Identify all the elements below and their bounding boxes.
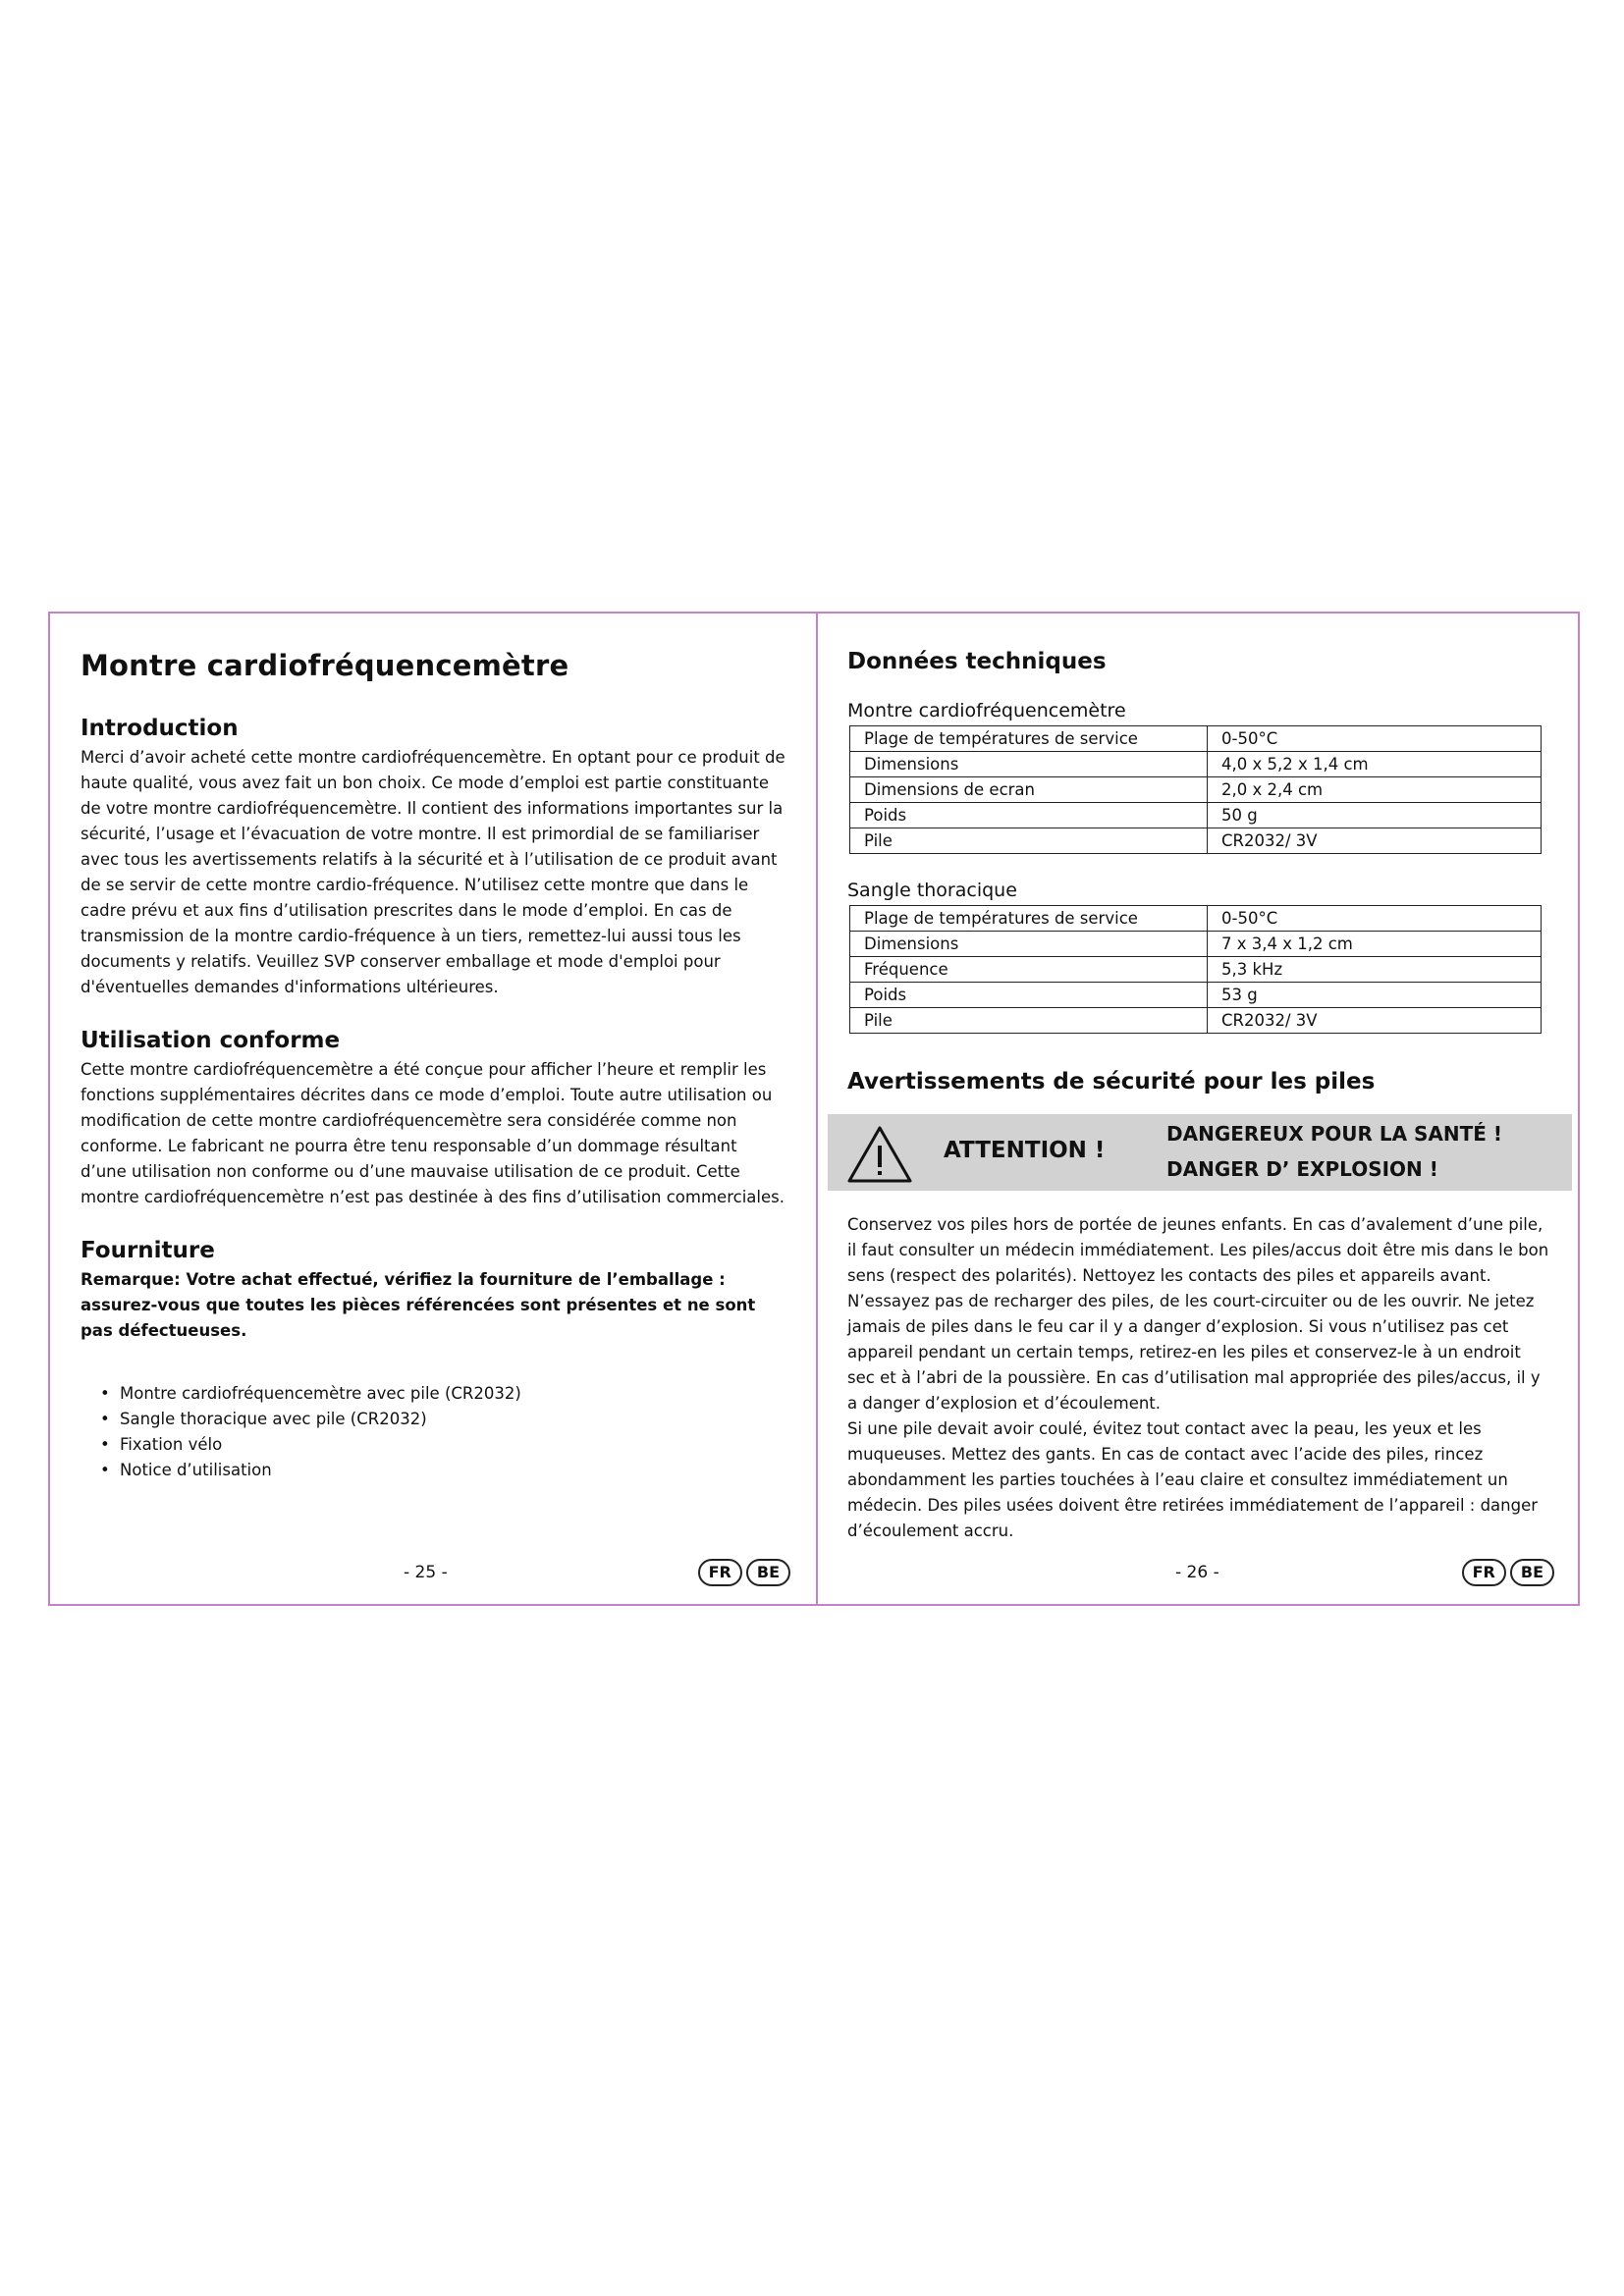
table-row <box>850 1008 1542 1034</box>
table-cell: Plage de températures de service <box>850 726 1208 752</box>
montre-table-title: Montre cardiofréquencemètre <box>847 700 1126 721</box>
table-row <box>850 752 1542 777</box>
table-cell: CR2032/ 3V <box>1208 1008 1542 1034</box>
list-item: • Sangle thoracique avec pile (CR2032) <box>120 1407 786 1432</box>
country-badges <box>698 1559 790 1586</box>
table-row <box>850 932 1542 957</box>
right-page <box>818 614 1580 1604</box>
manual-spread <box>48 612 1580 1606</box>
utilisation-heading: Utilisation conforme <box>81 1028 341 1053</box>
table-cell: 53 g <box>1208 983 1542 1008</box>
danger-health-label: DANGEREUX POUR LA SANTÉ ! <box>1166 1122 1503 1146</box>
attention-label: ATTENTION ! <box>944 1138 1106 1163</box>
attention-banner <box>828 1114 1572 1191</box>
battery-warning-text-2: Si une pile devait avoir coulé, évitez tout contact avec la peau, les yeux et les muqueuses. Mettez des gants. En cas de contact avec l’acide des piles, rincez abondamment les parties touchées à l’eau claire et consultez immédiatement un médecin. Des piles usées doivent être retirées immédiatement de l’appareil : danger d’écoulement accru. <box>847 1419 1539 1540</box>
country-badge-fr: FR <box>698 1559 742 1586</box>
page-number: - 26 - <box>1175 1563 1219 1582</box>
table-row <box>850 777 1542 803</box>
country-badge-fr: FR <box>1462 1559 1506 1586</box>
introduction-heading: Introduction <box>81 716 239 741</box>
list-item: • Notice d’utilisation <box>120 1458 786 1483</box>
fourniture-heading: Fourniture <box>81 1238 215 1263</box>
table-row <box>850 803 1542 828</box>
danger-explosion-label: DANGER D’ EXPLOSION ! <box>1166 1157 1438 1181</box>
table-cell: Poids <box>850 803 1208 828</box>
table-cell: Pile <box>850 1008 1208 1034</box>
table-cell: 0-50°C <box>1208 726 1542 752</box>
country-badge-be: BE <box>746 1559 790 1586</box>
table-cell: Poids <box>850 983 1208 1008</box>
table-row <box>850 828 1542 854</box>
table-cell: Fréquence <box>850 957 1208 983</box>
table-cell: Plage de températures de service <box>850 906 1208 932</box>
country-badge-be: BE <box>1510 1559 1554 1586</box>
list-item: • Fixation vélo <box>120 1432 786 1458</box>
table-cell: 4,0 x 5,2 x 1,4 cm <box>1208 752 1542 777</box>
list-item: • Montre cardiofréquencemètre avec pile (CR2032) <box>120 1381 786 1407</box>
fourniture-list <box>81 1381 786 1483</box>
introduction-text: Merci d’avoir acheté cette montre cardiofréquencemètre. En optant pour ce produit de haute qualité, vous avez fait un bon choix. Ce mode d’emploi est partie constituante de votre montre cardiofréquencemètre. Il contient des informations importantes sur la sécurité, l’usage et l’évacuation de votre montre. Il est primordial de se familiariser avec tous les avertissements relatifs à la sécurité et à l’utilisation de ce produit avant de se servir de cette montre cardio-fréquence. N’utilisez cette montre que dans le cadre prévu et aux fins d’utilisation prescrites dans le mode d’emploi. En cas de transmission de la montre cardio-fréquence à un tiers, remettez-lui aussi tous les documents y relatifs. Veuillez SVP conserver emballage et mode d'emploi pour d'éventuelles demandes d'informations ultérieures. <box>81 748 785 996</box>
right-footer <box>818 1557 1580 1592</box>
table-cell: 2,0 x 2,4 cm <box>1208 777 1542 803</box>
table-row <box>850 983 1542 1008</box>
table-cell: 7 x 3,4 x 1,2 cm <box>1208 932 1542 957</box>
table-cell: 0-50°C <box>1208 906 1542 932</box>
technical-data-heading: Données techniques <box>847 649 1107 674</box>
table-cell: Dimensions de ecran <box>850 777 1208 803</box>
table-row <box>850 957 1542 983</box>
table-cell: 50 g <box>1208 803 1542 828</box>
sangle-table-title: Sangle thoracique <box>847 880 1017 901</box>
left-footer <box>50 1557 816 1592</box>
fourniture-remark: Remarque: Votre achat effectué, vérifiez la fourniture de l’emballage : assurez-vous que toutes les pièces référencées sont présentes et ne sont pas défectueuses. <box>81 1270 756 1340</box>
table-cell: Dimensions <box>850 752 1208 777</box>
warning-triangle-icon <box>845 1124 914 1185</box>
table-cell: Dimensions <box>850 932 1208 957</box>
sangle-spec-table <box>849 905 1542 1034</box>
montre-spec-table <box>849 725 1542 854</box>
page-number: - 25 - <box>404 1563 448 1582</box>
battery-warnings-heading: Avertissements de sécurité pour les piles <box>847 1069 1376 1095</box>
table-row <box>850 726 1542 752</box>
page-title: Montre cardiofréquencemètre <box>81 649 569 682</box>
table-cell: CR2032/ 3V <box>1208 828 1542 854</box>
table-row <box>850 906 1542 932</box>
left-page <box>50 614 816 1604</box>
battery-warning-text-1: Conservez vos piles hors de portée de jeunes enfants. En cas d’avalement d’une pile, il faut consulter un médecin immédiatement. Les piles/accus doit être mis dans le bon sens (respect des polarités). Nettoyez les contacts des piles et appareils avant. N’essayez pas de recharger des piles, de les court-circuiter ou de les ouvrir. Ne jetez jamais de piles dans le feu car il y a danger d’explosion. Si vous n’utilisez pas cet appareil pendant un certain temps, retirez-en les piles et conservez-le à un endroit sec et à l’abri de la poussière. En cas d’utilisation mal appropriée des piles/accus, il y a danger d’explosion et d’écoulement. <box>847 1215 1549 1413</box>
table-cell: Pile <box>850 828 1208 854</box>
table-cell: 5,3 kHz <box>1208 957 1542 983</box>
utilisation-text: Cette montre cardiofréquencemètre a été conçue pour afficher l’heure et remplir les fonctions supplémentaires décrites dans ce mode d’emploi. Toute autre utilisation ou modification de cette montre cardiofréquencemètre sera considérée comme non conforme. Le fabricant ne pourra être tenu responsable d’un dommage résultant d’une utilisation non conforme ou d’une mauvaise utilisation de ce produit. Cette montre cardiofréquencemètre n’est pas destinée à des fins d’utilisation commerciales. <box>81 1060 785 1206</box>
country-badges <box>1462 1559 1554 1586</box>
